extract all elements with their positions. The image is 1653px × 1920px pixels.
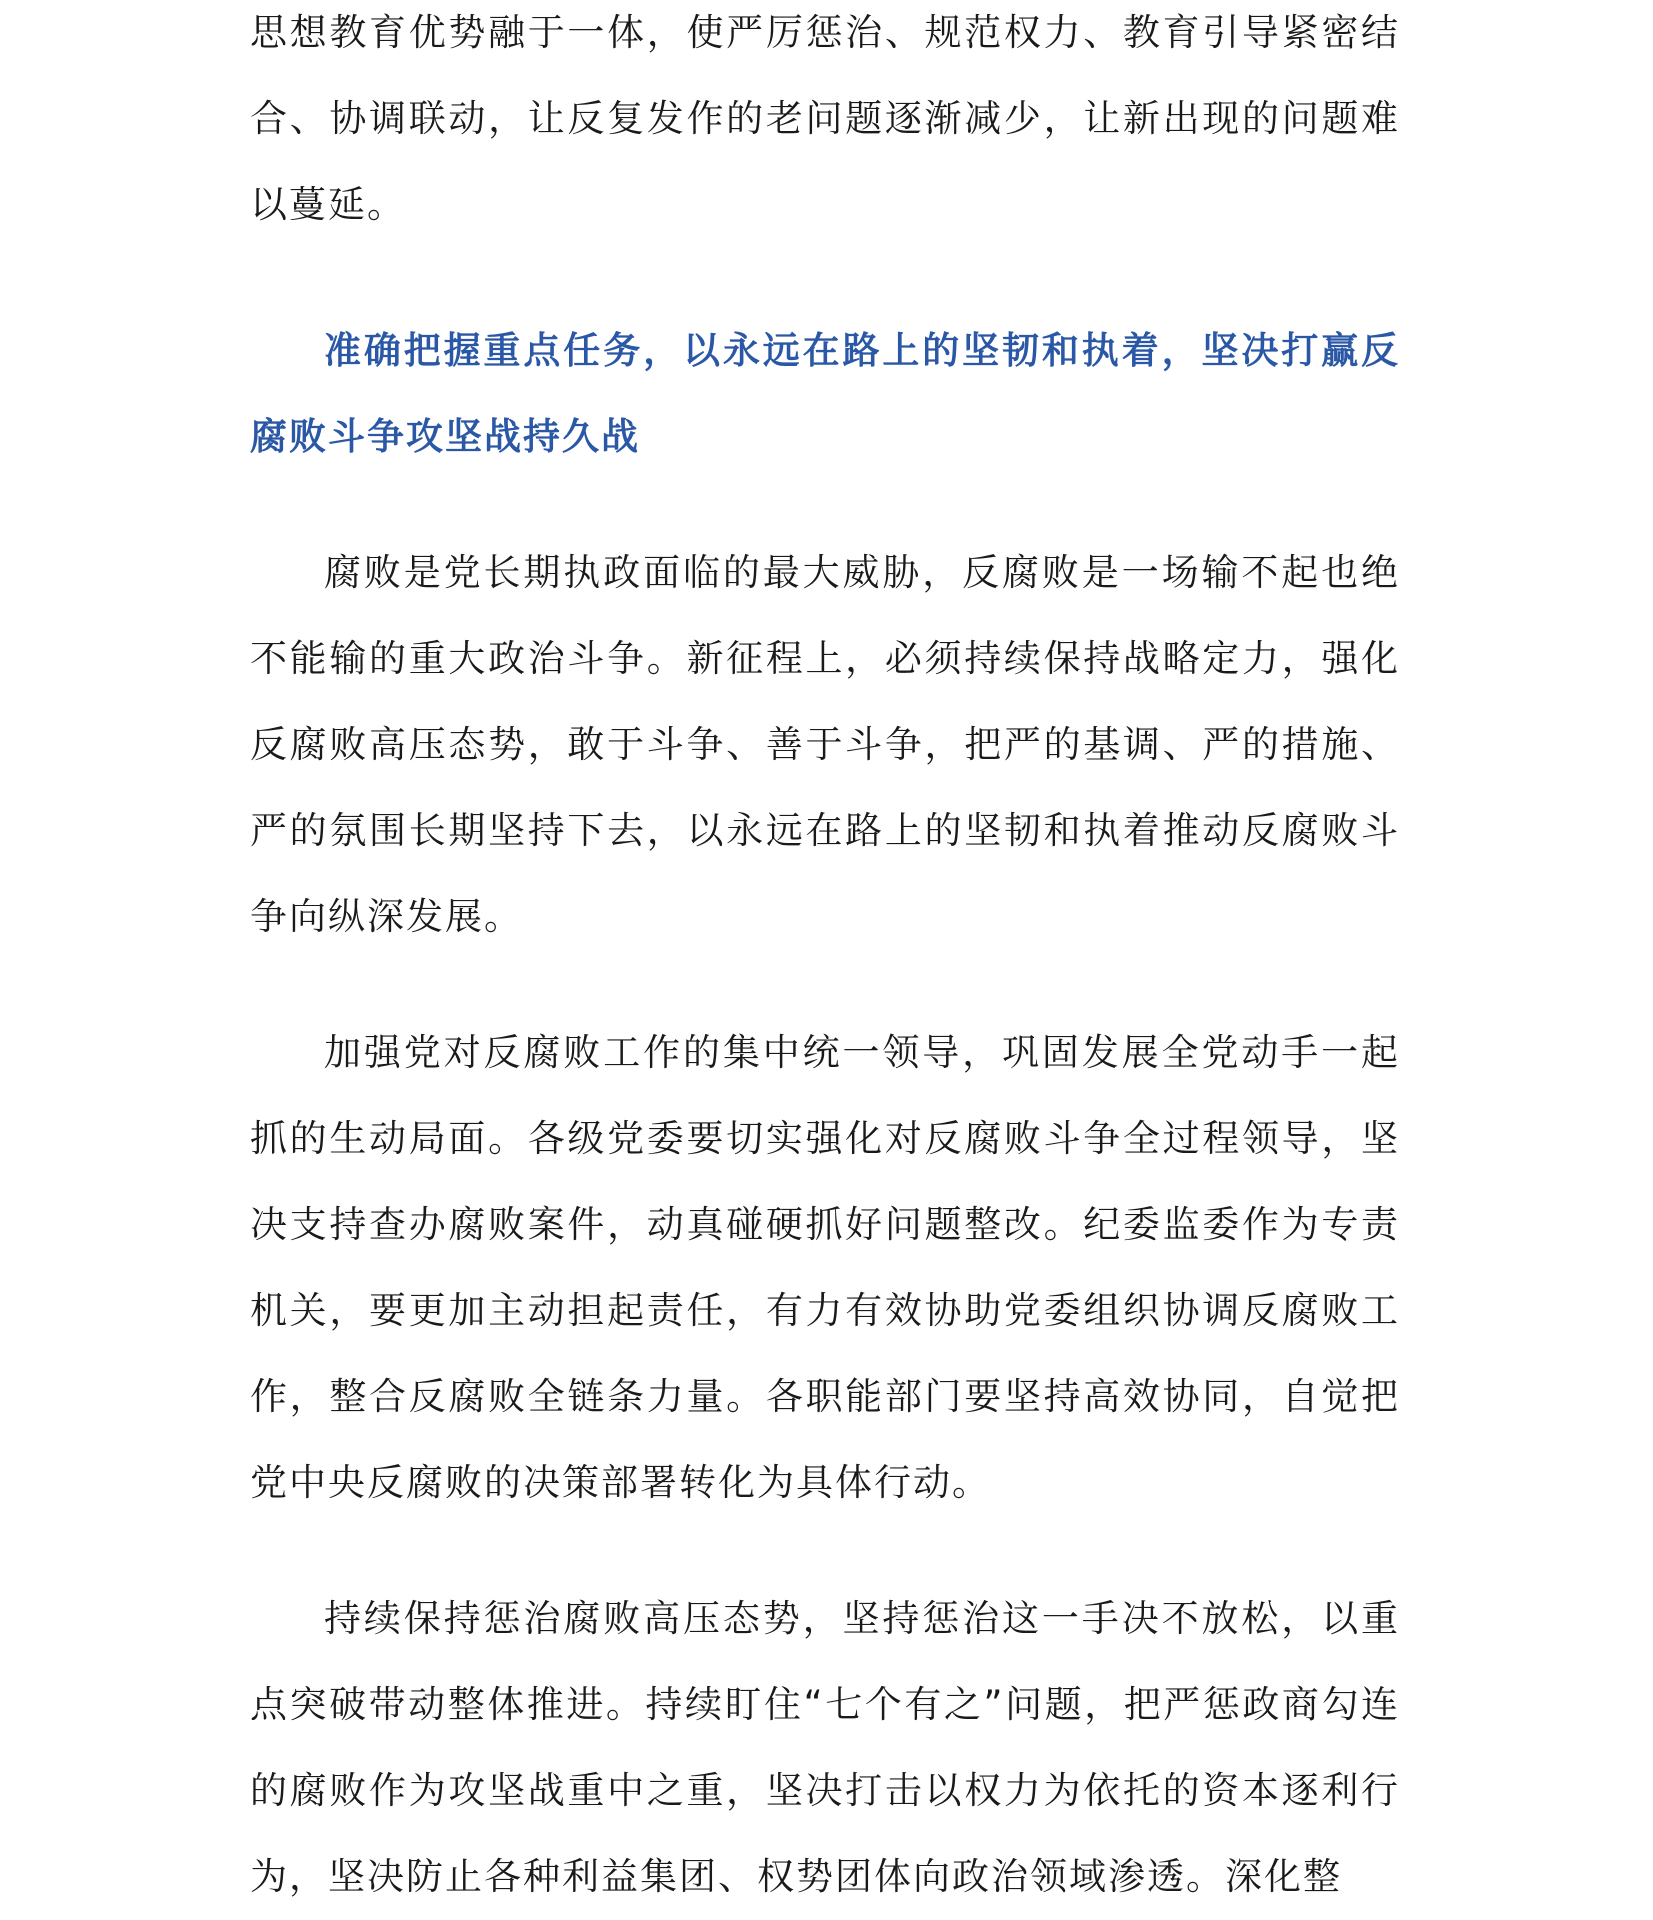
article-body <box>250 0 1400 1920</box>
paragraph-corruption-threat: 腐败是党长期执政面临的最大威胁，反腐败是一场输不起也绝不能输的重大政治斗争。新征程上，必须持续保持战略定力，强化反腐败高压态势，敢于斗争、善于斗争，把严的基调、严的措施、严的氛围长期坚持下去，以永远在路上的坚韧和执着推动反腐败斗争向纵深发展。 <box>250 551 1400 938</box>
paragraph-high-pressure: 持续保持惩治腐败高压态势，坚持惩治这一手决不放松，以重点突破带动整体推进。持续盯住“七个有之”问题，把严惩政商勾连的腐败作为攻坚战重中之重，坚决打击以权力为依托的资本逐利行为，坚决防止各种利益集团、权势团体向政治领域渗透。深化整 <box>250 1597 1400 1898</box>
paragraph-party-leadership: 加强党对反腐败工作的集中统一领导，巩固发展全党动手一起抓的生动局面。各级党委要切实强化对反腐败斗争全过程领导，坚决支持查办腐败案件，动真碰硬抓好问题整改。纪委监委作为专责机关，要更加主动担起责任，有力有效协助党委组织协调反腐败工作，整合反腐败全链条力量。各职能部门要坚持高效协同，自觉把党中央反腐败的决策部署转化为具体行动。 <box>250 1031 1400 1504</box>
section-heading: 准确把握重点任务，以永远在路上的坚韧和执着，坚决打赢反腐败斗争攻坚战持久战 <box>250 329 1400 458</box>
paragraph-continued: 思想教育优势融于一体，使严厉惩治、规范权力、教育引导紧密结合、协调联动，让反复发作的老问题逐渐减少，让新出现的问题难以蔓延。 <box>250 11 1400 226</box>
